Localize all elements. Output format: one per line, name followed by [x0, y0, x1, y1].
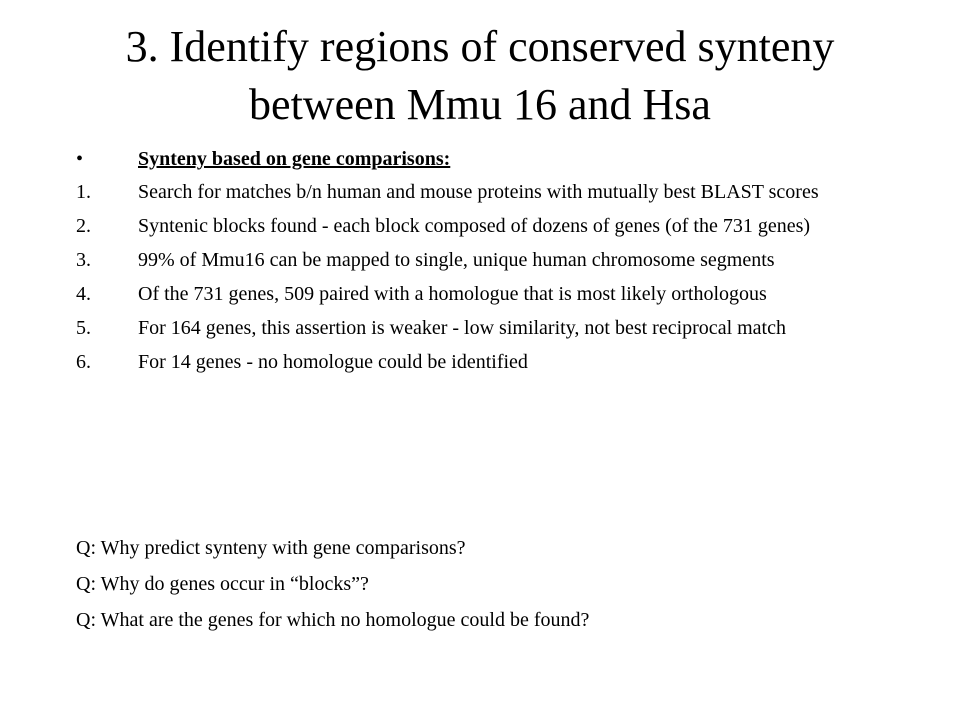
list-item-text: Search for matches b/n human and mouse proteins with mutually best BLAST scores: [138, 181, 819, 203]
questions: [76, 535, 896, 643]
list-item-text: Syntenic blocks found - each block composed of dozens of genes (of the 731 genes): [138, 215, 811, 237]
list-item-number: 3.: [76, 249, 91, 271]
list-item-text: Of the 731 genes, 509 paired with a homologue that is most likely orthologous: [138, 283, 767, 305]
list-item-text: 99% of Mmu16 can be mapped to single, unique human chromosome segments: [138, 249, 775, 271]
question: Q: Why predict synteny with gene comparisons?: [76, 537, 466, 559]
slide-title: 3. Identify regions of conserved synteny between Mmu 16 and Hsa: [125, 22, 835, 129]
list-item-text: For 14 genes - no homologue could be identified: [138, 351, 528, 373]
list-item: [76, 181, 896, 204]
list-item-number: 1.: [76, 181, 91, 203]
list-item: [76, 249, 896, 272]
list-item-number: 5.: [76, 317, 91, 339]
question: Q: Why do genes occur in “blocks”?: [76, 573, 369, 595]
list-item-text: For 164 genes, this assertion is weaker - low similarity, not best reciprocal match: [138, 317, 786, 339]
list-item: [76, 215, 896, 238]
list-item: [76, 283, 896, 306]
list-item: [76, 317, 896, 340]
section-heading: Synteny based on gene comparisons:: [138, 148, 451, 170]
list-item-number: 2.: [76, 215, 91, 237]
question: Q: What are the genes for which no homologue could be found?: [76, 609, 590, 631]
bullet-marker: •: [76, 148, 84, 170]
bullet-heading-row: [76, 146, 896, 172]
list-item: [76, 351, 896, 374]
list-item-number: 4.: [76, 283, 91, 305]
list-item-number: 6.: [76, 351, 91, 373]
slide-body: [76, 146, 896, 385]
